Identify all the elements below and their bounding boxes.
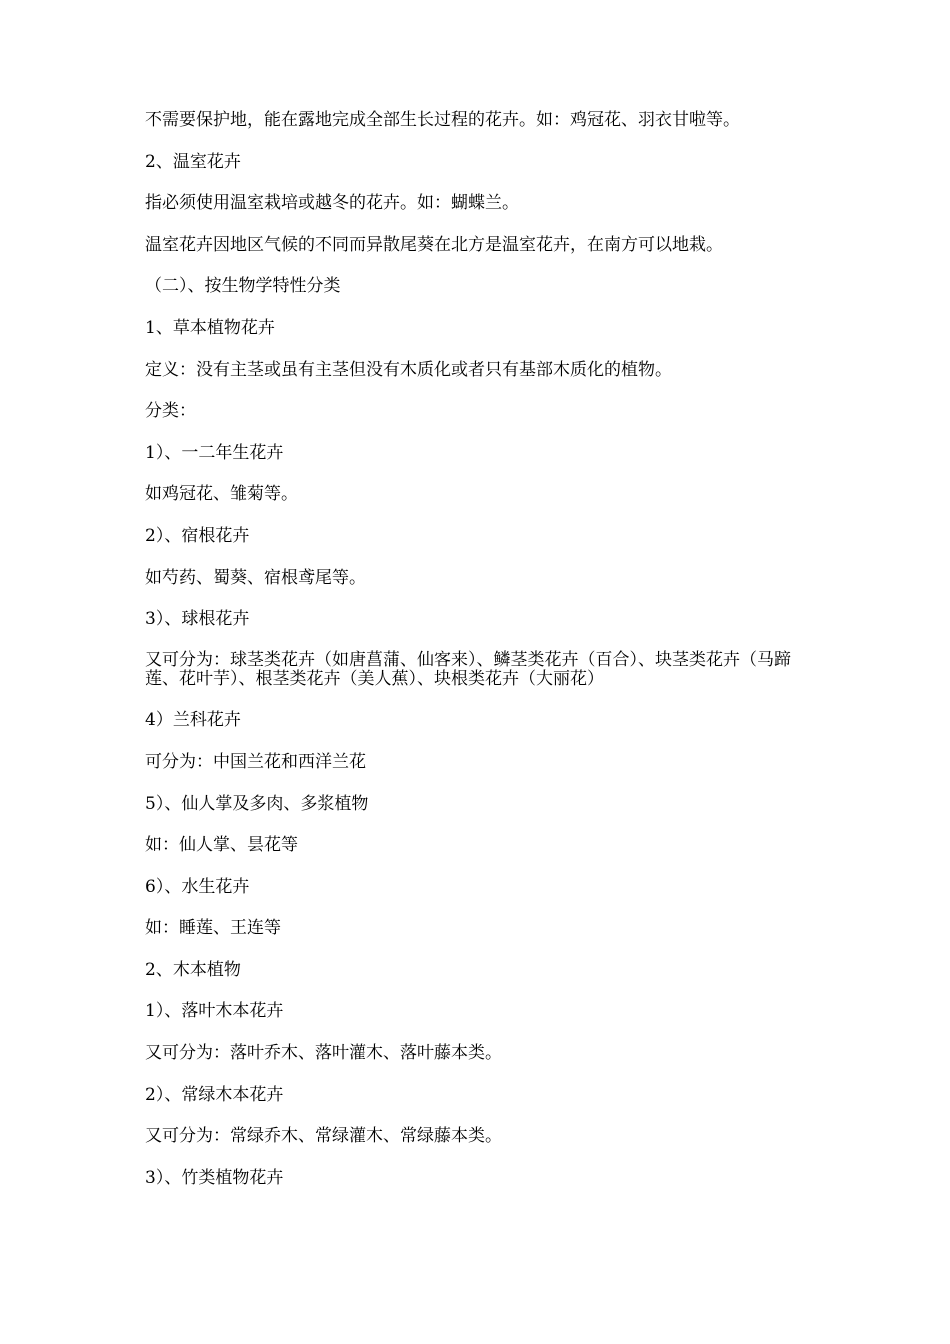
heading-biological-classification: （二）、按生物学特性分类 bbox=[145, 276, 341, 297]
paragraph-greenhouse-definition: 指必须使用温室栽培或越冬的花卉。如：蝴蝶兰。 bbox=[145, 193, 519, 214]
paragraph-bulb-types: 又可分为：球茎类花卉（如唐菖蒲、仙客来）、鳞茎类花卉（百合）、块茎类花卉（马蹄莲、花叶芋）、根茎类花卉（美人蕉）、块根类花卉（大丽花） bbox=[145, 649, 791, 689]
heading-perennial: 2）、宿根花卉 bbox=[145, 525, 250, 546]
heading-greenhouse-flowers: 2、温室花卉 bbox=[145, 151, 241, 172]
paragraph-perennial-examples: 如芍药、蜀葵、宿根鸢尾等。 bbox=[145, 567, 366, 588]
paragraph-greenhouse-region: 温室花卉因地区气候的不同而异散尾葵在北方是温室花卉，在南方可以地栽。 bbox=[145, 234, 723, 255]
heading-annual-biennial: 1）、一二年生花卉 bbox=[145, 442, 284, 463]
paragraph-deciduous-types: 又可分为：落叶乔木、落叶灌木、落叶藤本类。 bbox=[145, 1043, 502, 1064]
paragraph-annual-examples: 如鸡冠花、雏菊等。 bbox=[145, 484, 298, 505]
heading-cactus-succulents: 5）、仙人掌及多肉、多浆植物 bbox=[145, 793, 369, 814]
heading-deciduous-woody: 1）、落叶木本花卉 bbox=[145, 1001, 284, 1022]
heading-bamboo-plants: 3）、竹类植物花卉 bbox=[145, 1167, 284, 1188]
paragraph-open-field-flowers: 不需要保护地，能在露地完成全部生长过程的花卉。如：鸡冠花、羽衣甘啦等。 bbox=[145, 110, 740, 130]
heading-woody-plants: 2、木本植物 bbox=[145, 959, 241, 980]
paragraph-aquatic-examples: 如：睡莲、王连等 bbox=[145, 918, 281, 939]
paragraph-orchid-types: 可分为：中国兰花和西洋兰花 bbox=[145, 751, 366, 772]
paragraph-classification-label: 分类： bbox=[145, 401, 196, 422]
heading-orchids: 4）兰科花卉 bbox=[145, 710, 241, 731]
heading-herbaceous-flowers: 1、草本植物花卉 bbox=[145, 317, 275, 338]
heading-aquatic-flowers: 6）、水生花卉 bbox=[145, 876, 250, 897]
heading-bulb-flowers: 3）、球根花卉 bbox=[145, 609, 250, 630]
paragraph-evergreen-types: 又可分为：常绿乔木、常绿灌木、常绿藤本类。 bbox=[145, 1126, 502, 1147]
paragraph-herbaceous-definition: 定义：没有主茎或虽有主茎但没有木质化或者只有基部木质化的植物。 bbox=[145, 359, 672, 380]
document-body bbox=[145, 110, 815, 1209]
heading-evergreen-woody: 2）、常绿木本花卉 bbox=[145, 1084, 284, 1105]
paragraph-cactus-examples: 如：仙人掌、昙花等 bbox=[145, 835, 298, 856]
